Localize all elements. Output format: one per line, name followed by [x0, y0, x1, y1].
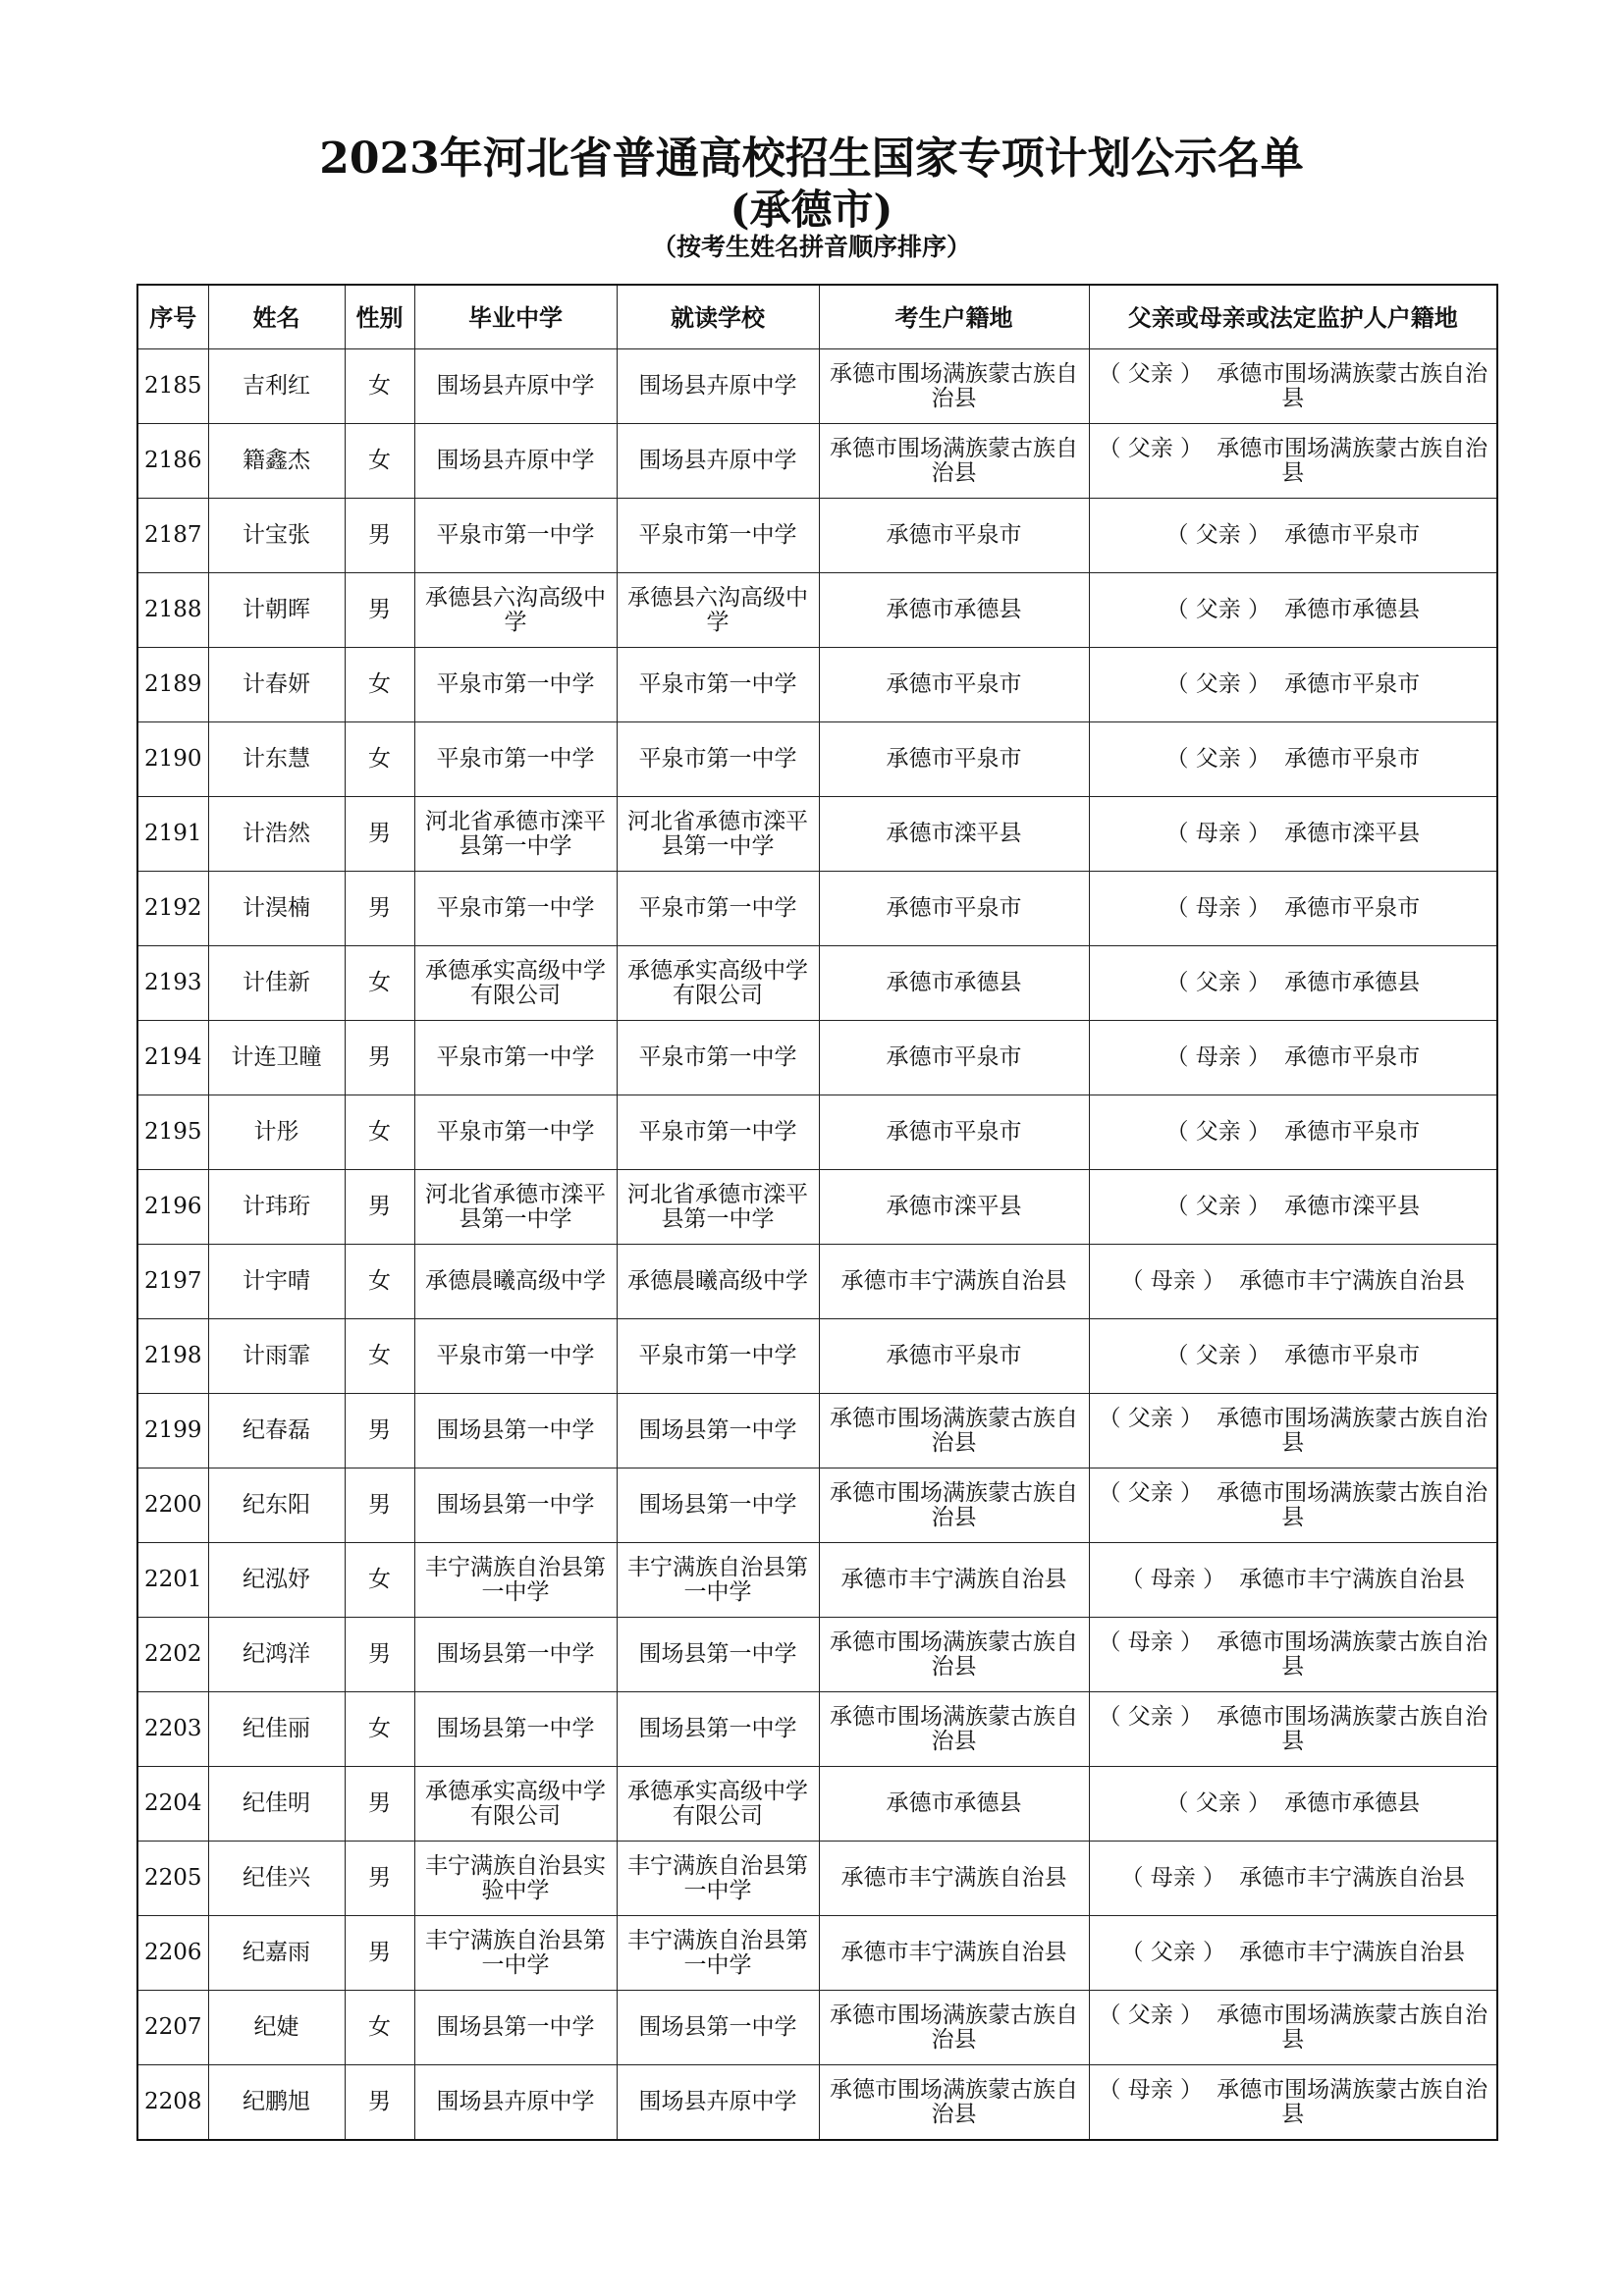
- table-row: [137, 1319, 1497, 1394]
- table-row: [137, 1245, 1497, 1319]
- cell-current-school: 丰宁满族自治县第一中学: [617, 1842, 819, 1916]
- guardian-hukou: 承德市丰宁满族自治县: [1239, 1940, 1466, 1965]
- cell-current-school: 河北省承德市滦平县第一中学: [617, 797, 819, 872]
- cell-hukou: 承德市丰宁满族自治县: [819, 1245, 1089, 1319]
- cell-guardian: [1089, 946, 1497, 1021]
- table-row: [137, 946, 1497, 1021]
- guardian-hukou: 承德市围场满族蒙古族自治县: [1217, 1405, 1488, 1456]
- guardian-hukou: 承德市平泉市: [1284, 522, 1421, 548]
- table-row: [137, 1543, 1497, 1618]
- cell-grad-school: 围场县卉原中学: [414, 424, 617, 499]
- cell-no: 2203: [137, 1692, 208, 1767]
- table-row: [137, 648, 1497, 722]
- cell-current-school: 丰宁满族自治县第一中学: [617, 1543, 819, 1618]
- table-row: [137, 499, 1497, 573]
- cell-current-school: 围场县卉原中学: [617, 424, 819, 499]
- cell-grad-school: 河北省承德市滦平县第一中学: [414, 797, 617, 872]
- cell-guardian: [1089, 1319, 1497, 1394]
- cell-hukou: 承德市承德县: [819, 1767, 1089, 1842]
- table-row: [137, 797, 1497, 872]
- cell-guardian: [1089, 1095, 1497, 1170]
- cell-gender: 男: [345, 1021, 414, 1095]
- guardian-relation: （ 父亲 ）: [1098, 1479, 1204, 1506]
- cell-name: 计宝张: [208, 499, 345, 573]
- cell-gender: 女: [345, 1319, 414, 1394]
- guardian-hukou: 承德市围场满族蒙古族自治县: [1217, 2002, 1488, 2053]
- cell-current-school: 平泉市第一中学: [617, 1095, 819, 1170]
- page-title: 2023年河北省普通高校招生国家专项计划公示名单: [319, 133, 1304, 184]
- cell-current-school: 承德晨曦高级中学: [617, 1245, 819, 1319]
- cell-guardian: [1089, 1842, 1497, 1916]
- cell-no: 2188: [137, 573, 208, 648]
- table-row: [137, 722, 1497, 797]
- table-row: [137, 1692, 1497, 1767]
- cell-gender: 女: [345, 424, 414, 499]
- cell-name: 计连卫瞳: [208, 1021, 345, 1095]
- cell-current-school: 平泉市第一中学: [617, 872, 819, 946]
- cell-guardian: [1089, 722, 1497, 797]
- cell-grad-school: 丰宁满族自治县实验中学: [414, 1842, 617, 1916]
- column-header-guardian-hukou: 父亲或母亲或法定监护人户籍地: [1089, 285, 1497, 349]
- cell-guardian: [1089, 797, 1497, 872]
- cell-gender: 女: [345, 349, 414, 424]
- cell-guardian: [1089, 1618, 1497, 1692]
- cell-current-school: 平泉市第一中学: [617, 722, 819, 797]
- table-row: [137, 2065, 1497, 2141]
- cell-current-school: 围场县卉原中学: [617, 349, 819, 424]
- guardian-hukou: 承德市围场满族蒙古族自治县: [1217, 1479, 1488, 1530]
- cell-hukou: 承德市滦平县: [819, 1170, 1089, 1245]
- cell-hukou: 承德市围场满族蒙古族自治县: [819, 349, 1089, 424]
- guardian-relation: （ 父亲 ）: [1098, 1703, 1204, 1730]
- cell-current-school: 承德承实高级中学有限公司: [617, 1767, 819, 1842]
- cell-guardian: [1089, 1394, 1497, 1468]
- cell-name: 计玮珩: [208, 1170, 345, 1245]
- cell-grad-school: 河北省承德市滦平县第一中学: [414, 1170, 617, 1245]
- cell-no: 2208: [137, 2065, 208, 2141]
- cell-name: 计雨霏: [208, 1319, 345, 1394]
- cell-current-school: 承德县六沟高级中学: [617, 573, 819, 648]
- cell-name: 纪佳丽: [208, 1692, 345, 1767]
- table-row: [137, 1767, 1497, 1842]
- cell-guardian: [1089, 648, 1497, 722]
- cell-grad-school: 围场县第一中学: [414, 1991, 617, 2065]
- roster-table: [136, 284, 1498, 2141]
- cell-gender: 男: [345, 499, 414, 573]
- cell-hukou: 承德市平泉市: [819, 872, 1089, 946]
- guardian-hukou: 承德市围场满族蒙古族自治县: [1217, 435, 1488, 486]
- guardian-relation: （ 母亲 ）: [1120, 1567, 1226, 1592]
- cell-gender: 女: [345, 946, 414, 1021]
- cell-no: 2193: [137, 946, 208, 1021]
- sort-note: （按考生姓名拼音顺序排序）: [651, 233, 971, 261]
- cell-current-school: 围场县第一中学: [617, 1991, 819, 2065]
- cell-gender: 男: [345, 1468, 414, 1543]
- cell-no: 2198: [137, 1319, 208, 1394]
- cell-gender: 男: [345, 1842, 414, 1916]
- guardian-relation: （ 母亲 ）: [1165, 821, 1271, 846]
- cell-no: 2192: [137, 872, 208, 946]
- cell-hukou: 承德市平泉市: [819, 499, 1089, 573]
- cell-gender: 男: [345, 2065, 414, 2141]
- guardian-relation: （ 父亲 ）: [1098, 2002, 1204, 2028]
- cell-hukou: 承德市平泉市: [819, 1021, 1089, 1095]
- table-row: [137, 573, 1497, 648]
- guardian-hukou: 承德市承德县: [1284, 597, 1421, 622]
- cell-gender: 男: [345, 1170, 414, 1245]
- cell-no: 2206: [137, 1916, 208, 1991]
- guardian-relation: （ 父亲 ）: [1098, 1405, 1204, 1431]
- cell-name: 计淏楠: [208, 872, 345, 946]
- cell-no: 2201: [137, 1543, 208, 1618]
- cell-gender: 女: [345, 1095, 414, 1170]
- table-row: [137, 1170, 1497, 1245]
- guardian-relation: （ 母亲 ）: [1165, 1044, 1271, 1070]
- cell-grad-school: 承德县六沟高级中学: [414, 573, 617, 648]
- cell-guardian: [1089, 1170, 1497, 1245]
- cell-name: 吉利红: [208, 349, 345, 424]
- cell-guardian: [1089, 2065, 1497, 2141]
- guardian-hukou: 承德市丰宁满族自治县: [1239, 1268, 1466, 1294]
- guardian-relation: （ 母亲 ）: [1165, 895, 1271, 921]
- table-row: [137, 1095, 1497, 1170]
- cell-gender: 男: [345, 872, 414, 946]
- cell-no: 2187: [137, 499, 208, 573]
- cell-hukou: 承德市丰宁满族自治县: [819, 1543, 1089, 1618]
- cell-current-school: 平泉市第一中学: [617, 1021, 819, 1095]
- cell-no: 2204: [137, 1767, 208, 1842]
- table-row: [137, 349, 1497, 424]
- cell-no: 2202: [137, 1618, 208, 1692]
- guardian-hukou: 承德市平泉市: [1284, 1343, 1421, 1368]
- cell-guardian: [1089, 1021, 1497, 1095]
- guardian-relation: （ 父亲 ）: [1165, 1790, 1271, 1816]
- guardian-hukou: 承德市围场满族蒙古族自治县: [1217, 1703, 1488, 1754]
- guardian-hukou: 承德市丰宁满族自治县: [1239, 1567, 1466, 1592]
- guardian-relation: （ 母亲 ）: [1120, 1865, 1226, 1891]
- cell-hukou: 承德市丰宁满族自治县: [819, 1916, 1089, 1991]
- cell-current-school: 围场县第一中学: [617, 1468, 819, 1543]
- cell-name: 计宇晴: [208, 1245, 345, 1319]
- cell-grad-school: 平泉市第一中学: [414, 648, 617, 722]
- cell-gender: 男: [345, 1394, 414, 1468]
- cell-grad-school: 围场县第一中学: [414, 1394, 617, 1468]
- cell-grad-school: 丰宁满族自治县第一中学: [414, 1543, 617, 1618]
- guardian-hukou: 承德市围场满族蒙古族自治县: [1217, 1629, 1488, 1680]
- cell-gender: 男: [345, 573, 414, 648]
- cell-name: 计彤: [208, 1095, 345, 1170]
- table-row: [137, 1618, 1497, 1692]
- cell-guardian: [1089, 872, 1497, 946]
- cell-name: 计东慧: [208, 722, 345, 797]
- cell-gender: 女: [345, 648, 414, 722]
- table-row: [137, 1021, 1497, 1095]
- cell-gender: 男: [345, 1767, 414, 1842]
- cell-grad-school: 围场县卉原中学: [414, 349, 617, 424]
- cell-no: 2200: [137, 1468, 208, 1543]
- cell-hukou: 承德市围场满族蒙古族自治县: [819, 1692, 1089, 1767]
- cell-name: 纪婕: [208, 1991, 345, 2065]
- cell-hukou: 承德市平泉市: [819, 722, 1089, 797]
- guardian-relation: （ 父亲 ）: [1098, 435, 1204, 461]
- guardian-relation: （ 父亲 ）: [1165, 1119, 1271, 1145]
- column-header-hukou: 考生户籍地: [819, 285, 1089, 349]
- cell-name: 籍鑫杰: [208, 424, 345, 499]
- cell-grad-school: 平泉市第一中学: [414, 722, 617, 797]
- guardian-relation: （ 父亲 ）: [1120, 1940, 1226, 1965]
- guardian-relation: （ 母亲 ）: [1120, 1268, 1226, 1294]
- guardian-relation: （ 父亲 ）: [1165, 1194, 1271, 1219]
- cell-hukou: 承德市围场满族蒙古族自治县: [819, 1394, 1089, 1468]
- cell-no: 2186: [137, 424, 208, 499]
- cell-current-school: 承德承实高级中学有限公司: [617, 946, 819, 1021]
- cell-name: 纪春磊: [208, 1394, 345, 1468]
- table-row: [137, 872, 1497, 946]
- column-header-gender: 性别: [345, 285, 414, 349]
- cell-name: 纪佳兴: [208, 1842, 345, 1916]
- cell-guardian: [1089, 1692, 1497, 1767]
- cell-grad-school: 平泉市第一中学: [414, 1319, 617, 1394]
- cell-guardian: [1089, 1916, 1497, 1991]
- cell-no: 2205: [137, 1842, 208, 1916]
- cell-no: 2194: [137, 1021, 208, 1095]
- guardian-relation: （ 父亲 ）: [1165, 746, 1271, 772]
- cell-grad-school: 平泉市第一中学: [414, 1021, 617, 1095]
- cell-current-school: 丰宁满族自治县第一中学: [617, 1916, 819, 1991]
- cell-current-school: 河北省承德市滦平县第一中学: [617, 1170, 819, 1245]
- cell-hukou: 承德市平泉市: [819, 1319, 1089, 1394]
- table-row: [137, 424, 1497, 499]
- guardian-relation: （ 父亲 ）: [1165, 522, 1271, 548]
- guardian-hukou: 承德市平泉市: [1284, 1119, 1421, 1145]
- cell-name: 计浩然: [208, 797, 345, 872]
- cell-name: 纪鸿洋: [208, 1618, 345, 1692]
- guardian-hukou: 承德市平泉市: [1284, 746, 1421, 772]
- cell-no: 2199: [137, 1394, 208, 1468]
- guardian-hukou: 承德市围场满族蒙古族自治县: [1217, 2076, 1488, 2127]
- cell-no: 2196: [137, 1170, 208, 1245]
- cell-no: 2185: [137, 349, 208, 424]
- cell-current-school: 平泉市第一中学: [617, 648, 819, 722]
- page-subtitle: (承德市): [730, 186, 893, 234]
- cell-guardian: [1089, 573, 1497, 648]
- cell-grad-school: 平泉市第一中学: [414, 1095, 617, 1170]
- cell-grad-school: 承德承实高级中学有限公司: [414, 946, 617, 1021]
- table-row: [137, 1991, 1497, 2065]
- cell-grad-school: 平泉市第一中学: [414, 872, 617, 946]
- guardian-relation: （ 母亲 ）: [1098, 1629, 1204, 1655]
- guardian-relation: （ 父亲 ）: [1165, 1343, 1271, 1368]
- cell-no: 2191: [137, 797, 208, 872]
- table-body: [137, 349, 1497, 2141]
- table-header-row: [137, 285, 1497, 349]
- cell-grad-school: 围场县第一中学: [414, 1468, 617, 1543]
- guardian-hukou: 承德市滦平县: [1284, 821, 1421, 846]
- guardian-hukou: 承德市滦平县: [1284, 1194, 1421, 1219]
- cell-name: 纪东阳: [208, 1468, 345, 1543]
- cell-gender: 男: [345, 1916, 414, 1991]
- cell-current-school: 平泉市第一中学: [617, 499, 819, 573]
- cell-guardian: [1089, 349, 1497, 424]
- table-row: [137, 1394, 1497, 1468]
- cell-guardian: [1089, 1991, 1497, 2065]
- column-header-no: 序号: [137, 285, 208, 349]
- cell-grad-school: 围场县卉原中学: [414, 2065, 617, 2141]
- column-header-name: 姓名: [208, 285, 345, 349]
- cell-hukou: 承德市承德县: [819, 946, 1089, 1021]
- table-row: [137, 1842, 1497, 1916]
- cell-gender: 女: [345, 1245, 414, 1319]
- guardian-hukou: 承德市围场满族蒙古族自治县: [1217, 360, 1488, 411]
- cell-hukou: 承德市围场满族蒙古族自治县: [819, 2065, 1089, 2141]
- cell-hukou: 承德市丰宁满族自治县: [819, 1842, 1089, 1916]
- cell-no: 2197: [137, 1245, 208, 1319]
- cell-current-school: 围场县第一中学: [617, 1692, 819, 1767]
- cell-grad-school: 承德晨曦高级中学: [414, 1245, 617, 1319]
- column-header-current-school: 就读学校: [617, 285, 819, 349]
- cell-guardian: [1089, 424, 1497, 499]
- guardian-relation: （ 父亲 ）: [1098, 360, 1204, 387]
- cell-no: 2195: [137, 1095, 208, 1170]
- cell-name: 计春妍: [208, 648, 345, 722]
- cell-grad-school: 丰宁满族自治县第一中学: [414, 1916, 617, 1991]
- cell-current-school: 平泉市第一中学: [617, 1319, 819, 1394]
- cell-no: 2190: [137, 722, 208, 797]
- guardian-hukou: 承德市丰宁满族自治县: [1239, 1865, 1466, 1891]
- cell-name: 计朝晖: [208, 573, 345, 648]
- cell-guardian: [1089, 499, 1497, 573]
- cell-guardian: [1089, 1468, 1497, 1543]
- cell-hukou: 承德市围场满族蒙古族自治县: [819, 424, 1089, 499]
- cell-guardian: [1089, 1767, 1497, 1842]
- cell-hukou: 承德市平泉市: [819, 1095, 1089, 1170]
- guardian-hukou: 承德市承德县: [1284, 970, 1421, 995]
- cell-gender: 男: [345, 797, 414, 872]
- cell-guardian: [1089, 1543, 1497, 1618]
- cell-hukou: 承德市平泉市: [819, 648, 1089, 722]
- cell-gender: 女: [345, 1543, 414, 1618]
- cell-gender: 女: [345, 722, 414, 797]
- cell-gender: 男: [345, 1618, 414, 1692]
- cell-current-school: 围场县卉原中学: [617, 2065, 819, 2141]
- cell-current-school: 围场县第一中学: [617, 1618, 819, 1692]
- cell-no: 2189: [137, 648, 208, 722]
- column-header-grad-school: 毕业中学: [414, 285, 617, 349]
- guardian-hukou: 承德市平泉市: [1284, 1044, 1421, 1070]
- guardian-relation: （ 父亲 ）: [1165, 970, 1271, 995]
- guardian-hukou: 承德市平泉市: [1284, 671, 1421, 697]
- cell-hukou: 承德市围场满族蒙古族自治县: [819, 1468, 1089, 1543]
- guardian-hukou: 承德市承德县: [1284, 1790, 1421, 1816]
- cell-hukou: 承德市承德县: [819, 573, 1089, 648]
- cell-no: 2207: [137, 1991, 208, 2065]
- cell-gender: 女: [345, 1991, 414, 2065]
- cell-name: 纪佳明: [208, 1767, 345, 1842]
- cell-hukou: 承德市围场满族蒙古族自治县: [819, 1991, 1089, 2065]
- cell-gender: 女: [345, 1692, 414, 1767]
- cell-guardian: [1089, 1245, 1497, 1319]
- guardian-relation: （ 母亲 ）: [1098, 2076, 1204, 2103]
- cell-name: 纪泓妤: [208, 1543, 345, 1618]
- cell-hukou: 承德市围场满族蒙古族自治县: [819, 1618, 1089, 1692]
- cell-hukou: 承德市滦平县: [819, 797, 1089, 872]
- cell-name: 纪嘉雨: [208, 1916, 345, 1991]
- cell-current-school: 围场县第一中学: [617, 1394, 819, 1468]
- table-row: [137, 1468, 1497, 1543]
- guardian-relation: （ 父亲 ）: [1165, 597, 1271, 622]
- cell-grad-school: 围场县第一中学: [414, 1618, 617, 1692]
- cell-grad-school: 承德承实高级中学有限公司: [414, 1767, 617, 1842]
- cell-name: 纪鹏旭: [208, 2065, 345, 2141]
- cell-grad-school: 平泉市第一中学: [414, 499, 617, 573]
- cell-grad-school: 围场县第一中学: [414, 1692, 617, 1767]
- cell-name: 计佳新: [208, 946, 345, 1021]
- guardian-relation: （ 父亲 ）: [1165, 671, 1271, 697]
- guardian-hukou: 承德市平泉市: [1284, 895, 1421, 921]
- table-row: [137, 1916, 1497, 1991]
